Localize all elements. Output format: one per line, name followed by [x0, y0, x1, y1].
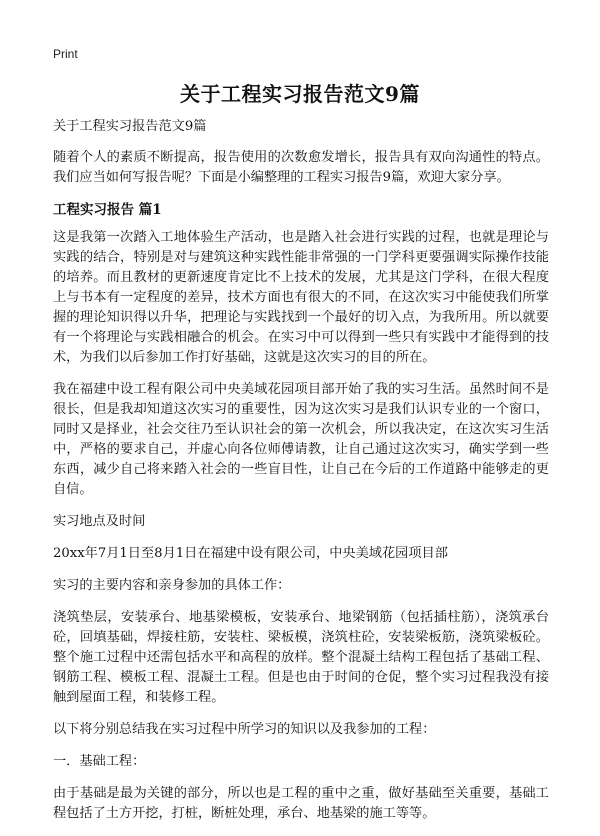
document-body	[53, 117, 549, 836]
body-paragraph-7: 以下将分别总结我在实习过程中所学习的知识以及我参加的工程：	[53, 722, 436, 737]
page-title: 关于工程实习报告范文9篇	[180, 82, 420, 106]
body-paragraph-4: 20xx年7月1日至8月1日在福建中设有限公司，中央美域花园项目部	[53, 546, 448, 561]
body-paragraph-2: 我在福建中设工程有限公司中央美域花园项目部开始了我的实习生活。虽然时间不是很长，但是我却知道这次实习的重要性，因为这次实习是我们认识专业的一个窗口，同时又是择业，社会交往乃至认识社会的第一次机会，所以我决定，在这次实习生活中，严格的要求自己，并虚心向各位师傅请教，让自己通过这次实习，确实学到一些东西，减少自己将来踏入社会的一些盲目性，让自己在今后的工作道路中能够走的更自信。	[53, 382, 549, 497]
body-paragraph-6: 浇筑垫层，安装承台、地基梁模板，安装承台、地梁钢筋（包括插柱筋），浇筑承台砼，回填基础，焊接柱筋，安装柱、梁板模，浇筑柱砼，安装梁板筋，浇筑梁板砼。整个施工过程中还需包括水平和高程的放样。整个混凝土结构工程包括了基础工程、钢筋工程、模板工程、混凝土工程。但是也由于时间的仓促，整个实习过程我没有接触到屋面工程，和装修工程。	[53, 610, 549, 705]
intro-paragraph: 随着个人的素质不断提高，报告使用的次数愈发增长，报告具有双向沟通性的特点。我们应当如何写报告呢？下面是小编整理的工程实习报告9篇，欢迎大家分享。	[53, 150, 549, 185]
print-link[interactable]: Print	[53, 47, 78, 61]
section-heading: 工程实习报告 篇1	[53, 202, 162, 218]
body-paragraph-1: 这是我第一次踏入工地体验生产活动，也是踏入社会进行实践的过程，也就是理论与实践的结合，特别是对与建筑这种实践性能非常强的一门学科更要强调实际操作技能的培养。而且教材的更新速度肯定比不上技术的发展，尤其是这门学科，在很大程度上与书本有一定程度的差异，技术方面也有很大的不同，在这次实习中能使我们所掌握的理论知识得以升华，把理论与实践找到一个最好的切入点，为我所用。所以就要有一个将理论与实践相融合的机会。在实习中可以得到一些只有实践中才能得到的技术，为我们以后参加工作打好基础，这就是这次实习的目的所在。	[53, 230, 549, 365]
body-paragraph-8: 一．基础工程：	[53, 754, 146, 769]
document-subtitle: 关于工程实习报告范文9篇	[53, 119, 207, 134]
body-paragraph-5: 实习的主要内容和亲身参加的具体工作：	[53, 578, 291, 593]
body-paragraph-9: 由于基础是最为关键的部分，所以也是工程的重中之重，做好基础至关重要，基础工程包括了土方开挖，打桩，断桩处理，承台、地基梁的施工等等。	[53, 786, 549, 821]
body-paragraph-3: 实习地点及时间	[53, 514, 146, 529]
